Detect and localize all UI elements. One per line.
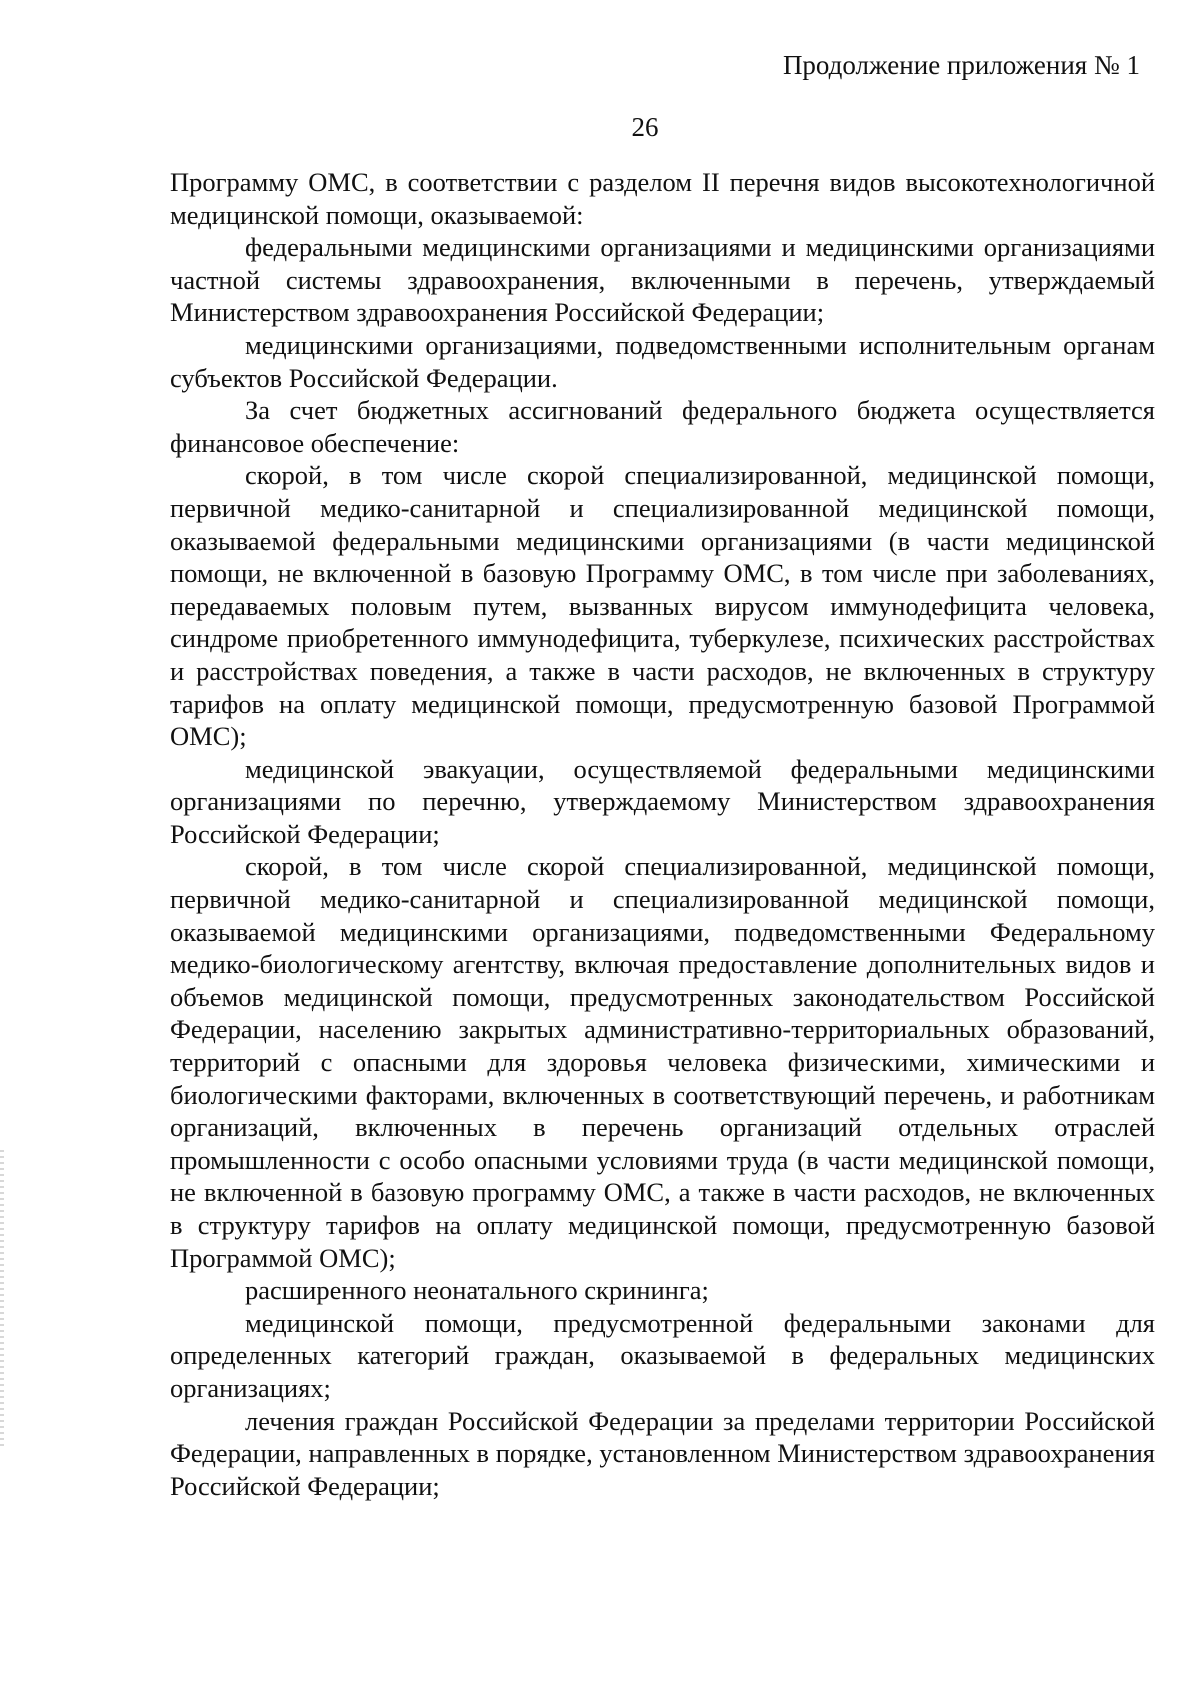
page-number: 26 (631, 112, 659, 142)
paragraph: Программу ОМС, в соответствии с разделом II перечня видов высокотехнологичной медицинской помощи, оказываемой: (170, 167, 1155, 230)
paragraph: скорой, в том числе скорой специализированной, медицинской помощи, первичной медико-санитарной и специализированной медицинской помощи, оказываемой федеральными медицинскими организациями (в части медицинской помощи, не включенной в базовую Программу ОМС, в том числе при заболеваниях, передаваемых половым путем, вызванных вирусом иммунодефицита человека, синдроме приобретенного иммунодефицита, туберкулезе, психических расстройствах и расстройствах поведения, а также в части расходов, не включенных в структуру тарифов на оплату медицинской помощи, предусмотренную базовой Программой ОМС); (170, 460, 1155, 752)
scan-edge-artifact (0, 1150, 4, 1450)
paragraph: скорой, в том числе скорой специализированной, медицинской помощи, первичной медико-санитарной и специализированной медицинской помощи, оказываемой медицинскими организациями, подведомственными Федеральному медико-биологическому агентству, включая предоставление дополнительных видов и объемов медицинской помощи, предусмотренных законодательством Российской Федерации, населению закрытых административно-территориальных образований, территорий с опасными для здоровья человека физическими, химическими и биологическими факторами, включенных в соответствующий перечень, и работникам организаций, включенных в перечень организаций отдельных отраслей промышленности с особо опасными условиями труда (в части медицинской помощи, не включенной в базовую программу ОМС, а также в части расходов, не включенных в структуру тарифов на оплату медицинской помощи, предусмотренную базовой Программой ОМС); (170, 851, 1155, 1273)
paragraph: медицинской помощи, предусмотренной федеральными законами для определенных категорий граждан, оказываемой в федеральных медицинских организациях; (170, 1307, 1155, 1403)
paragraph: За счет бюджетных ассигнований федерального бюджета осуществляется финансовое обеспечение: (170, 395, 1155, 458)
appendix-continuation-note: Продолжение приложения № 1 (782, 50, 1140, 80)
paragraph: федеральными медицинскими организациями и медицинскими организациями частной системы здравоохранения, включенными в перечень, утверждаемый Министерством здравоохранения Российской Федерации; (170, 232, 1155, 328)
paragraph: медицинской эвакуации, осуществляемой федеральными медицинскими организациями по перечню, утверждаемому Министерством здравоохранения Российской Федерации; (170, 753, 1155, 849)
paragraph: медицинскими организациями, подведомственными исполнительным органам субъектов Российской Федерации. (170, 329, 1155, 393)
paragraph: лечения граждан Российской Федерации за пределами территории Российской Федерации, направленных в порядке, установленном Министерством здравоохранения Российской Федерации; (170, 1405, 1155, 1501)
document-body (170, 166, 1155, 1502)
paragraph: расширенного неонатального скрининга; (245, 1275, 709, 1306)
